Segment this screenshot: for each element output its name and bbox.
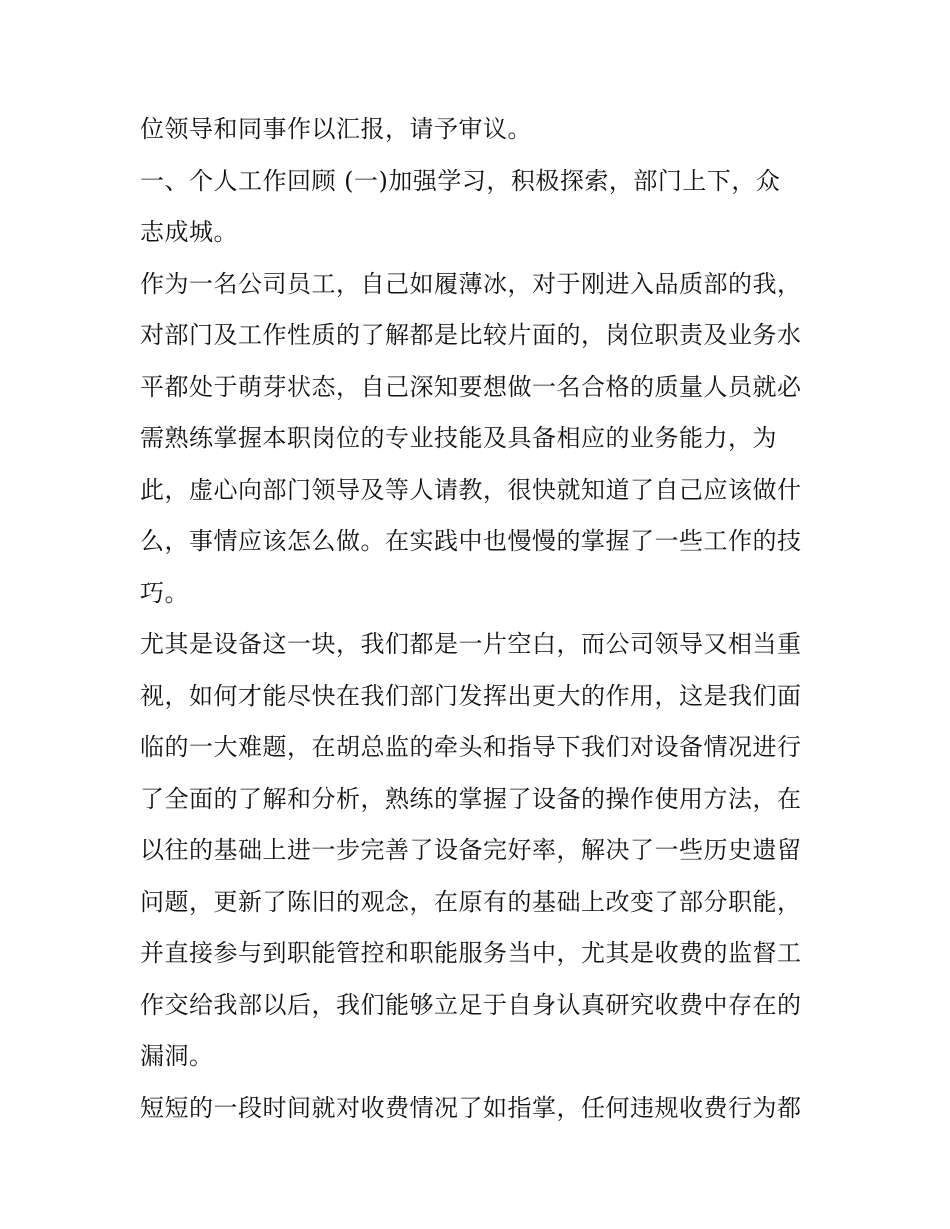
text-line: 需熟练掌握本职岗位的专业技能及具备相应的业务能力，为 [140, 424, 777, 452]
text-line: 视，如何才能尽快在我们部门发挥出更大的作用，这是我们面 [140, 681, 802, 710]
text-line: 问题，更新了陈旧的观念，在原有的基础上改变了部分职能， [140, 887, 802, 916]
text-line: 平都处于萌芽状态，自己深知要想做一名合格的质量人员就必 [140, 372, 802, 401]
document-body [140, 104, 820, 1134]
text-line: 并直接参与到职能管控和职能服务当中，尤其是收费的监督工 [140, 939, 802, 967]
text-line: 临的一大难题，在胡总监的牵头和指导下我们对设备情况进行 [140, 733, 802, 761]
text-line: 巧。 [140, 578, 189, 607]
text-line: 此，虚心向部门领导及等人请教，很快就知道了自己应该做什 [140, 475, 802, 504]
text-line: 漏洞。 [140, 1042, 214, 1070]
text-line: 了全面的了解和分析，熟练的掌握了设备的操作使用方法，在 [140, 784, 802, 813]
text-line: 以往的基础上进一步完善了设备完好率，解决了一些历史遗留 [140, 836, 802, 864]
text-line: 志成城。 [140, 218, 238, 246]
text-line: 一、个人工作回顾 (一)加强学习，积极探索，部门上下，众 [140, 166, 781, 195]
text-line: 对部门及工作性质的了解都是比较片面的，岗位职责及业务水 [140, 321, 802, 349]
text-line: 尤其是设备这一块，我们都是一片空白，而公司领导又相当重 [140, 630, 802, 658]
text-line: 位领导和同事作以汇报，请予审议。 [140, 115, 532, 143]
text-line: 作交给我部以后，我们能够立足于自身认真研究收费中存在的 [140, 990, 802, 1019]
text-line: 么，事情应该怎么做。在实践中也慢慢的掌握了一些工作的技 [140, 527, 802, 555]
text-line: 短短的一段时间就对收费情况了如指掌，任何违规收费行为都 [140, 1093, 802, 1122]
text-line: 作为一名公司员工，自己如履薄冰，对于刚进入品质部的我， [140, 269, 802, 298]
